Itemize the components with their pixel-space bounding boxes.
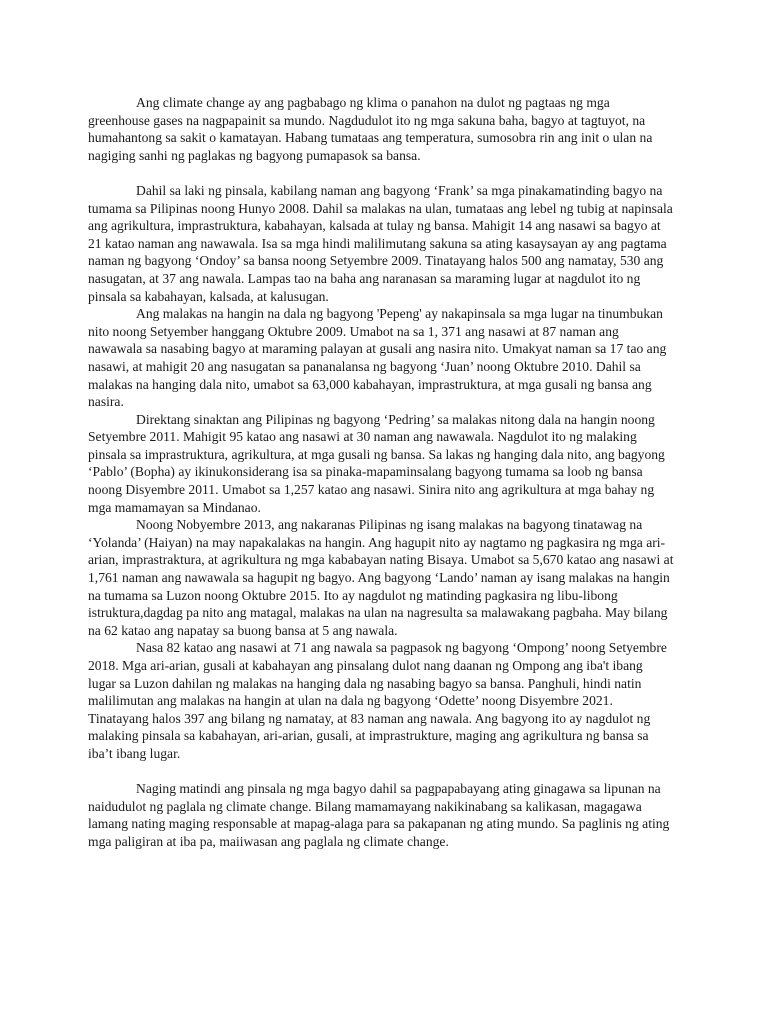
paragraph-conclusion: Naging matindi ang pinsala ng mga bagyo dahil sa pagpapabayang ating ginagawa sa lipunan na naidudulot ng paglala ng climate change. Bilang mamamayang nakikinabang sa kalikasan, magagawa lamang nating maging responsable at mapag-alaga para sa pakapanan ng ating mundo. Sa paglinis ng ating mga paligiran at iba pa, maiiwasan ang paglala ng climate change.: [88, 781, 670, 849]
paragraph-pepeng-juan: Ang malakas na hangin na dala ng bagyong 'Pepeng' ay nakapinsala sa mga lugar na tinumbukan nito noong Setyember hanggang Oktubre 2009. Umabot na sa 1, 371 ang nasawi at 87 naman ang nawawala sa nasabing bagyo at maraming palayan at gusali ang nasira nito. Umakyat naman sa 17 tao ang nasawi, at mahigit 20 ang nasugatan sa pananalansa ng bagyong ‘Juan’ noong Oktubre 2010. Dahil sa malakas na hanging dala nito, umabot sa 63,000 kabahayan, imprastruktura, at mga gusali ng bansa ang nasira.: [88, 306, 667, 410]
paragraph-yolanda-lando: Noong Nobyembre 2013, ang nakaranas Pilipinas ng isang malakas na bagyong tinatawag na ‘Yolanda’ (Haiyan) na may napakalakas na hangin. Ang hagupit nito ay nagtamo ng pagkasira ng mga ari-arian, imprastraktura, at agrikultura ng mga kababayan nating Bisaya. Umabot sa 5,670 katao ang nasawi at 1,761 naman ang nawawala sa hagupit ng bagyo. Ang bagyong ‘Lando’ naman ay isang malakas na hangin na tumama sa Luzon noong Oktubre 2015. Ito ay nagdulot ng matinding pagkasira ng libu-libong istruktura,dagdag pa nito ang matagal, malakas na ulan na nagresulta sa malawakang pagbaha. May bilang na 62 katao ang napatay sa buong bansa at 5 ang nawala.: [88, 517, 674, 638]
paragraph-intro: Ang climate change ay ang pagbabago ng klima o panahon na dulot ng pagtaas ng mga greenhouse gases na nagpapainit sa mundo. Nagdudulot ito ng mga sakuna baha, bagyo at tagtuyot, na humahantong sa sakit o kamatayan. Habang tumataas ang temperatura, sumosobra rin ang init o ulan na nagiging sanhi ng paglakas ng bagyong pumapasok sa bansa.: [88, 95, 653, 163]
paragraph-ompong-odette: Nasa 82 katao ang nasawi at 71 ang nawala sa pagpasok ng bagyong ‘Ompong’ noong Setyembre 2018. Mga ari-arian, gusali at kabahayan ang pinsalang dulot nang daanan ng Ompong ang iba't ibang lugar sa Luzon dahilan ng malakas na hanging dala ng nasabing bagyo sa bansa. Panghuli, hindi natin malilimutan ang malakas na hangin at ulan na dala ng bagyong ‘Odette’ noong Disyembre 2021. Tinatayang halos 397 ang bilang ng namatay, at 83 naman ang nawala. Ang bagyong ito ay nagdulot ng malaking pinsala sa kabahayan, ari-arian, gusali, at imprastrukture, maging ang agrikultura ng bansa sa iba’t ibang lugar.: [88, 640, 667, 761]
document-body: [88, 94, 674, 851]
paragraph-pedring-pablo: Direktang sinaktan ang Pilipinas ng bagyong ‘Pedring’ sa malakas nitong dala na hangin noong Setyembre 2011. Mahigit 95 katao ang nasawi at 30 naman ang nawawala. Nagdulot ito ng malaking pinsala sa imprastruktura, agrikultura, at mga gusali ng bansa. Sa lakas ng hanging dala nito, ang bagyong ‘Pablo’ (Bopha) ay ikinukonsiderang isa sa pinaka-mapaminsalang bagyong tumama sa loob ng bansa noong Disyembre 2011. Umabot sa 1,257 katao ang nasawi. Sinira nito ang agrikultura at mga bahay ng mga mamamayan sa Mindanao.: [88, 411, 665, 515]
paragraph-frank-ondoy: Dahil sa laki ng pinsala, kabilang naman ang bagyong ‘Frank’ sa mga pinakamatinding bagyo na tumama sa Pilipinas noong Hunyo 2008. Dahil sa malakas na ulan, tumataas ang lebel ng tubig at napinsala ang agrikultura, imprastruktura, kabahayan, kalsada at tulay ng bansa. Mahigit 14 ang nasawi sa bagyo at 21 katao naman ang nawawala. Isa sa mga hindi malilimutang sakuna sa ating kasaysayan ay ang pagtama naman ng bagyong ‘Ondoy’ sa bansa noong Setyembre 2009. Tinatayang halos 500 ang namatay, 530 ang nasugatan, at 37 ang nawala. Lampas tao na baha ang naranasan sa maraming lugar at nagdulot ito ng pinsala sa kabahayan, kalsada, at kalusugan.: [88, 182, 673, 304]
